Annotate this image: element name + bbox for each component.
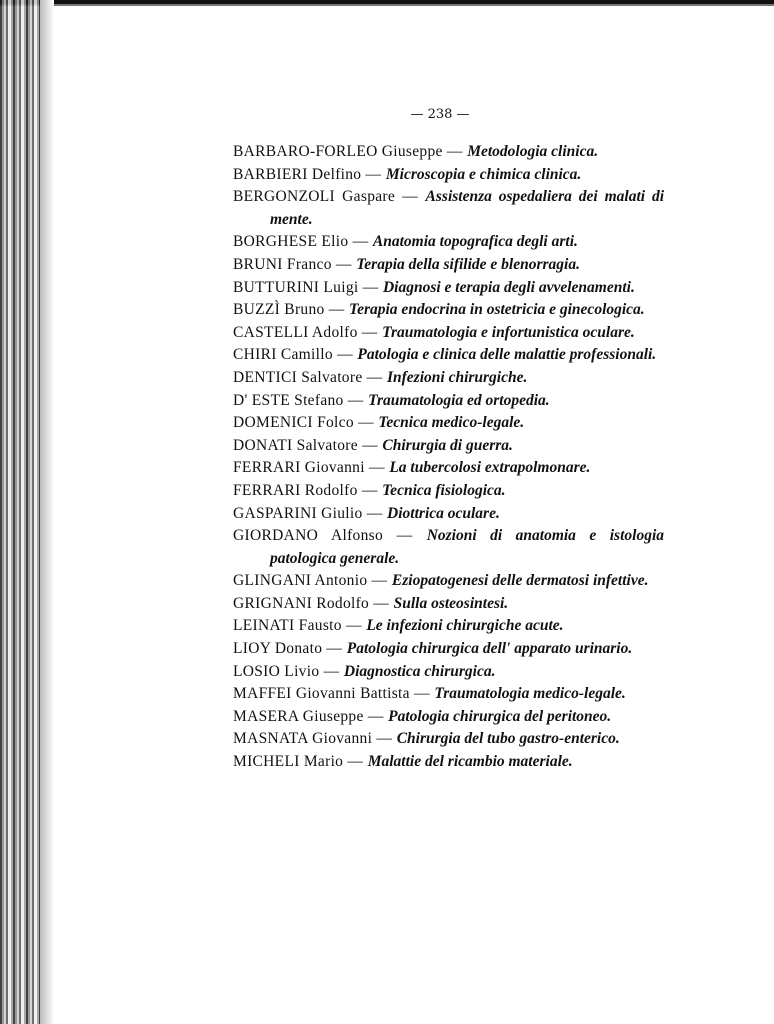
list-entry — [233, 344, 664, 367]
course-title: Tecnica medico-legale. — [378, 414, 525, 432]
course-title: Patologia chirurgica dell' apparato urinario. — [346, 640, 633, 658]
list-entry — [233, 751, 664, 774]
course-title: Diagnostica chirurgica. — [343, 662, 496, 680]
course-title: Assistenza ospedaliera dei malati di mente. — [270, 188, 665, 228]
book-binding-edge — [0, 0, 40, 1024]
lecturer-name: LEINATI Fausto — — [233, 617, 362, 635]
lecturer-name: MASERA Giuseppe — — [233, 707, 384, 725]
lecturer-name: DENTICI Salvatore — — [233, 368, 383, 386]
list-entry — [233, 683, 664, 706]
lecturer-name: BORGHESE Elio — — [233, 233, 369, 251]
list-entry — [233, 503, 664, 526]
course-title: Patologia chirurgica del peritoneo. — [388, 707, 612, 725]
course-title: Chirurgia di guerra. — [382, 436, 513, 454]
faculty-course-list — [233, 141, 664, 774]
list-entry — [233, 593, 664, 616]
list-entry — [233, 186, 664, 231]
list-entry — [233, 480, 664, 503]
list-entry — [233, 299, 664, 322]
list-entry — [233, 412, 664, 435]
lecturer-name: MASNATA Giovanni — — [233, 730, 393, 748]
lecturer-name: BARBARO-FORLEO Giuseppe — — [233, 143, 463, 160]
course-title: Le infezioni chirurgiche acute. — [366, 617, 564, 635]
lecturer-name: BUTTURINI Luigi — — [233, 278, 379, 296]
course-title: Infezioni chirurgiche. — [386, 368, 528, 386]
course-title: Nozioni di anatomia e istologia patologica generale. — [270, 527, 665, 567]
course-title: Traumatologia ed ortopedia. — [368, 391, 550, 409]
lecturer-name: FERRARI Giovanni — — [233, 459, 385, 477]
lecturer-name: GRIGNANI Rodolfo — — [233, 594, 390, 612]
course-title: Diagnosi e terapia degli avvelenamenti. — [382, 278, 635, 296]
list-entry — [233, 322, 664, 345]
course-title: Patologia e clinica delle malattie professionali. — [357, 346, 657, 364]
lecturer-name: DOMENICI Folco — — [233, 414, 374, 432]
list-entry — [233, 570, 664, 593]
list-entry — [233, 367, 664, 390]
course-title: Sulla osteosintesi. — [393, 594, 509, 612]
lecturer-name: GIORDANO Alfonso — — [233, 527, 413, 545]
course-title: Diottrica oculare. — [387, 504, 500, 522]
lecturer-name: DONATI Salvatore — — [233, 436, 378, 454]
list-entry — [233, 615, 664, 638]
lecturer-name: D' ESTE Stefano — — [233, 391, 364, 409]
list-entry — [233, 638, 664, 661]
course-title: Eziopatogenesi delle dermatosi infettive. — [391, 572, 649, 590]
course-title: Traumatologia e infortunistica oculare. — [382, 323, 635, 341]
lecturer-name: BERGONZOLI Gaspare — — [233, 188, 419, 206]
list-entry — [233, 164, 664, 187]
list-entry — [233, 706, 664, 729]
list-entry — [233, 277, 664, 300]
course-title: Malattie del ricambio materiale. — [367, 753, 573, 771]
course-title: Traumatologia medico-legale. — [434, 685, 626, 703]
list-entry — [233, 435, 664, 458]
course-title: La tubercolosi extrapolmonare. — [389, 459, 591, 477]
list-entry — [233, 390, 664, 413]
lecturer-name: GLINGANI Antonio — — [233, 572, 388, 590]
list-entry — [233, 141, 664, 164]
lecturer-name: LIOY Donato — — [233, 640, 343, 658]
course-title: Terapia endocrina in ostetricia e ginecologica. — [349, 301, 645, 319]
list-entry — [233, 728, 664, 751]
lecturer-name: MICHELI Mario — — [233, 753, 364, 771]
lecturer-name: MAFFEI Giovanni Battista — — [233, 685, 430, 703]
page-gutter-shadow — [40, 0, 54, 1024]
scan-top-edge — [0, 0, 774, 8]
lecturer-name: GASPARINI Giulio — — [233, 504, 383, 522]
lecturer-name: CASTELLI Adolfo — — [233, 323, 378, 341]
lecturer-name: LOSIO Livio — — [233, 662, 340, 680]
course-title: Terapia della sifilide e blenorragia. — [356, 255, 580, 273]
lecturer-name: BARBIERI Delfino — — [233, 165, 382, 183]
lecturer-name: CHIRI Camillo — — [233, 346, 353, 364]
page-number: — 238 — — [410, 107, 470, 122]
lecturer-name: FERRARI Rodolfo — — [233, 481, 378, 499]
course-title: Metodologia clinica. — [467, 143, 599, 160]
course-title: Tecnica fisiologica. — [382, 481, 506, 499]
course-title: Anatomia topografica degli arti. — [372, 233, 578, 251]
lecturer-name: BUZZÌ Bruno — — [233, 301, 345, 319]
list-entry — [233, 525, 664, 570]
course-title: Microscopia e chimica clinica. — [385, 165, 582, 183]
lecturer-name: BRUNI Franco — — [233, 255, 352, 273]
list-entry — [233, 254, 664, 277]
course-title: Chirurgia del tubo gastro-enterico. — [396, 730, 620, 748]
list-entry — [233, 231, 664, 254]
list-entry — [233, 457, 664, 480]
list-entry — [233, 661, 664, 684]
